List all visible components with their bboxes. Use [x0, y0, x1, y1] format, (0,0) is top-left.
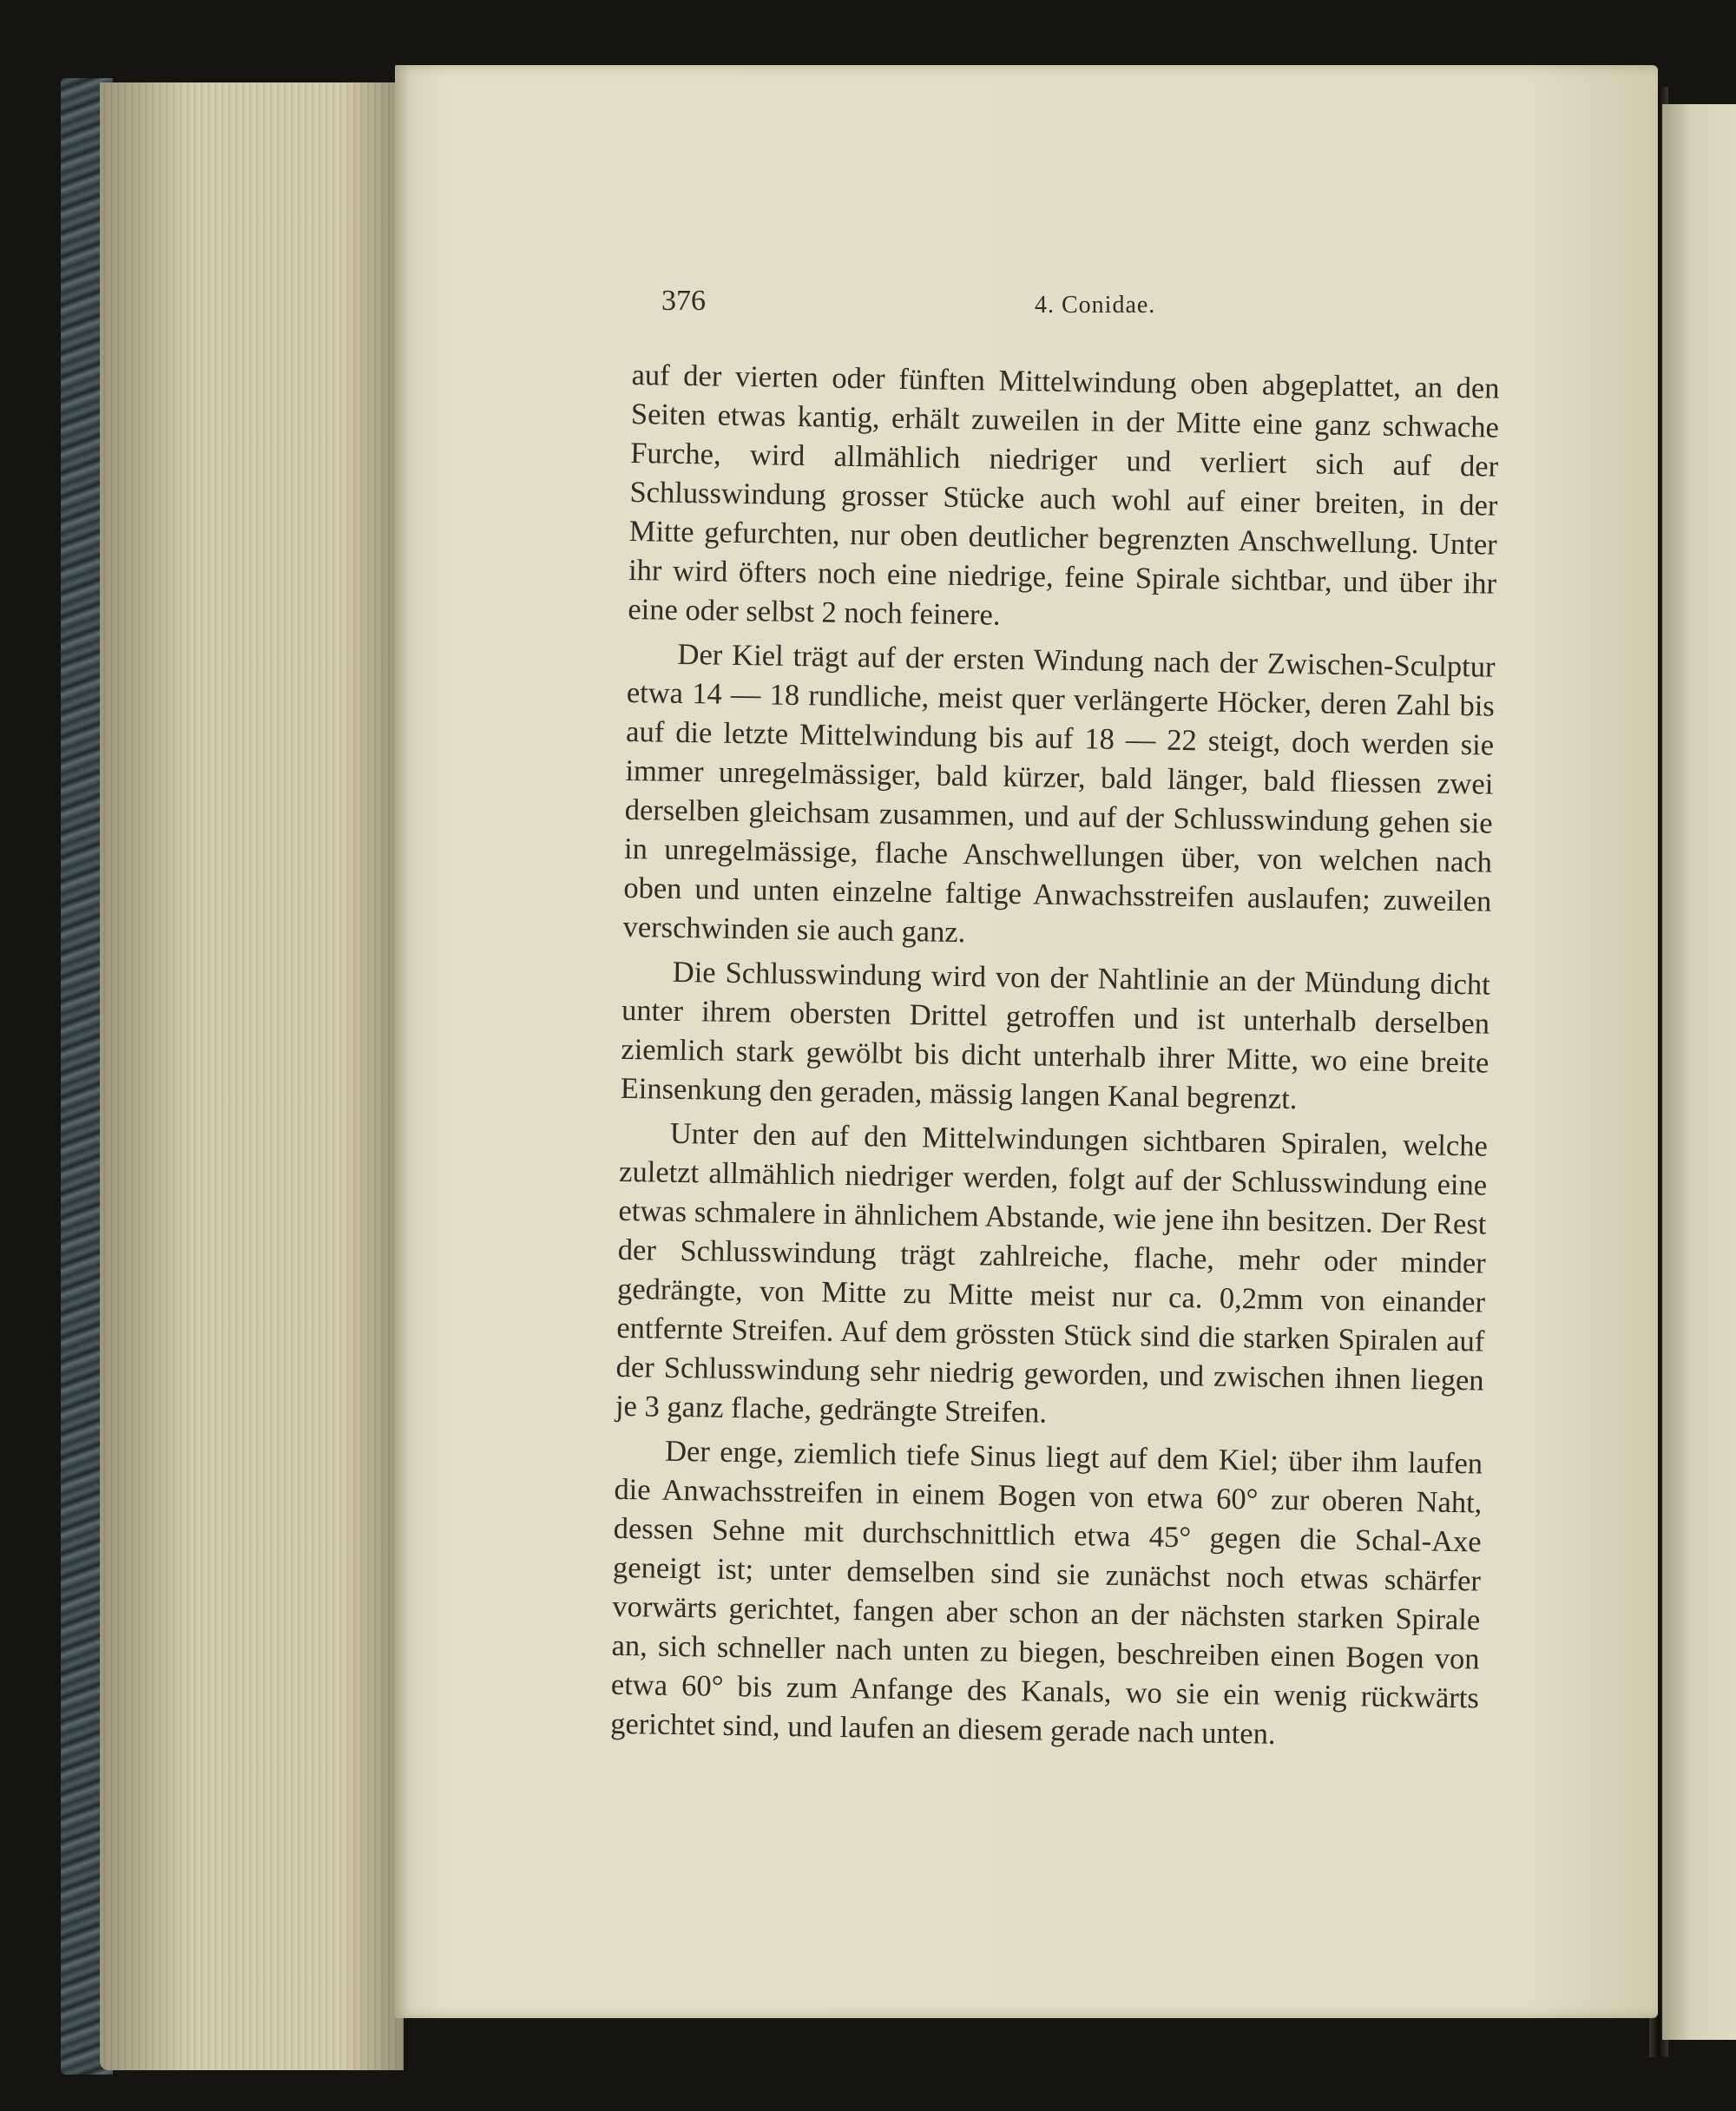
paragraph: auf der vierten oder fünften Mittelwindung oben abgeplattet, an den Seiten etwas kantig, erhält zuweilen in der Mitte eine ganz schwache Furche, wird allmählich niedriger und verliert sich auf der Schlusswindung grosser Stücke auch wohl auf einer breiten, in der Mitte gefurchten, nur oben deutlicher begrenzten Anschwellung. Unter ihr wird öfters noch eine niedrige, feine Spirale sichtbar, und über ihr eine oder selbst 2 noch feinere. [628, 358, 1500, 632]
paragraph: Der enge, ziemlich tiefe Sinus liegt auf dem Kiel; über ihm laufen die Anwachsstreifen in einem Bogen von etwa 60° zur oberen Naht, dessen Sehne mit durchschnittlich etwa 45° gegen die Schal-Axe geneigt ist; unter demselben sind sie zunächst noch etwas schärfer vorwärts gerichtet, fangen aber schon an der nächsten starken Spirale an, sich schneller nach unten zu biegen, beschreiben einen Bogen von etwa 60° bis zum Anfange des Kanals, wo sie ein wenig rückwärts gerichtet sind, und laufen an diesem gerade nach unten. [609, 1434, 1483, 1751]
page-number: 376 [661, 285, 706, 317]
paragraph: Unter den auf den Mittelwindungen sichtbaren Spiralen, welche zuletzt allmählich niedriger werden, folgt auf der Schlusswindung eine etwas schmalere in ähnlichem Abstande, wie jene ihn besitzen. Der Rest der Schlusswindung trägt zahlreiche, flache, mehr oder minder gedrängte, von Mitte zu Mitte meist nur ca. 0,2mm von einander entfernte Streifen. Auf dem grössten Stück sind die starken Spiralen auf der Schlusswindung sehr niedrig geworden, und zwischen ihnen liegen je 3 ganz flache, gedrängte Streifen. [615, 1116, 1489, 1430]
body-text [610, 356, 1500, 1758]
paragraph: Der Kiel trägt auf der ersten Windung nach der Zwischen-Sculptur etwa 14 — 18 rundliche, meist quer verlängerte Höcker, deren Zahl bis auf die letzte Mittelwindung bis auf 18 — 22 steigt, doch werden sie immer unregelmässiger, bald kürzer, bald länger, bald fliessen zwei derselben gleichsam zusammen, und auf der Schlusswindung gehen sie in unregelmässige, flache Anschwellungen über, von welchen nach oben und unten einzelne faltige Anwachsstreifen auslaufen; zuweilen verschwinden sie auch ganz. [622, 637, 1496, 950]
facing-page [1662, 104, 1736, 2040]
page-header [661, 285, 1529, 337]
running-head: 4. Conidae. [1035, 292, 1156, 319]
paragraph: Die Schlusswindung wird von der Nahtlinie an der Mündung dicht unter ihrem obersten Drittel getroffen und ist unterhalb derselben ziemlich stark gewölbt bis dicht unterhalb ihrer Mitte, wo eine breite Einsenkung den geraden, mässig langen Kanal begrenzt. [620, 955, 1491, 1116]
